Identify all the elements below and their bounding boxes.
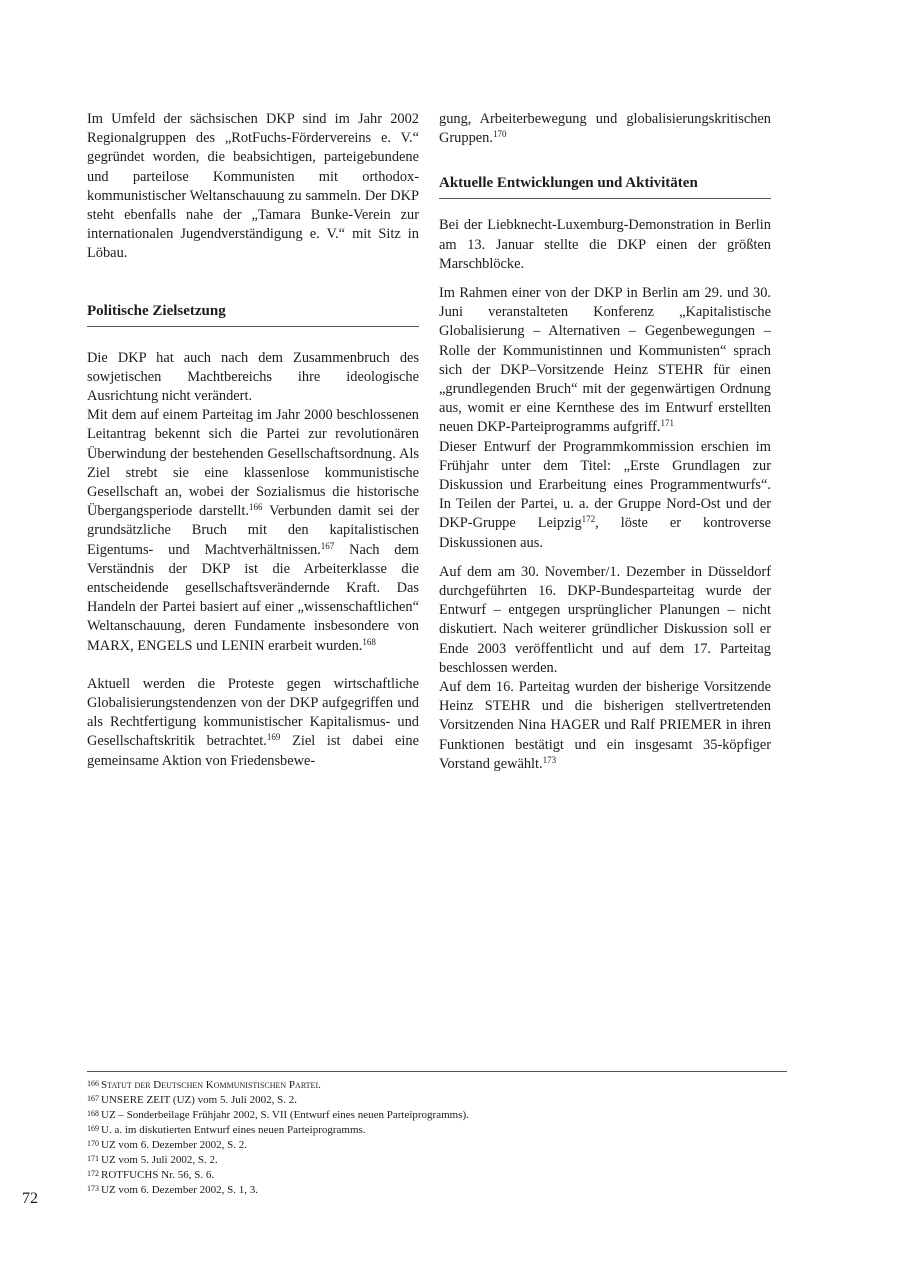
footnote-ref-170[interactable]: 170 [492,129,507,140]
paragraph-continuation: gung, Arbeiterbewegung und globalisierungskritischen Gruppen.$^{170}$ [439,111,771,147]
footnote-ref-172[interactable]: 172 [581,514,596,525]
footnote-169: 169 U. a. im diskutierten Entwurf eines neuen Parteiprogramms. [87,1124,366,1136]
paragraph-entwurf: Dieser Entwurf der Programmkommission erschien im Frühjahr unter dem Titel: „Erste Grundlagen zur Diskussion und Erarbeitung eines Programmentwurfs“. In Teilen der Partei, u. a. der Gruppe Nord-Ost und der DKP-Gruppe Leipzig$^{172}$, löste er kontroverse Diskussionen aus. [439,438,771,551]
left-column [87,110,419,771]
footnote-171: 171 UZ vom 5. Juli 2002, S. 2. [87,1154,218,1166]
footnote-167: 167 UNSERE ZEIT (UZ) vom 5. Juli 2002, S. 2. [87,1094,297,1106]
right-column [439,110,771,774]
paragraph-globalisierung: Aktuell werden die Proteste gegen wirtschaftliche Globalisierungstendenzen von der DKP aufgegriffen und als Rechtfertigung kommunistischer Kapitalismus- und Gesellschaftskritik betrachtet.$^{169}$ Ziel ist dabei eine gemeinsame Aktion von Friedensbewe- [87,675,419,769]
page-number: 72 [22,1190,38,1207]
footnote-ref-173[interactable]: 173 [542,754,557,765]
footnote-ref-171[interactable]: 171 [660,418,675,429]
paragraph-leitantrag: Mit dem auf einem Parteitag im Jahr 2000 beschlossenen Leitantrag bekennt sich die Partei zur revolutionären Überwindung der bestehenden Gesellschaftsordnung. Als Ziel strebt sie eine klassenlose kommunistische Gesellschaft an, wobei der Sozialismus die historische Übergangsperiode darstellt.$^{166}$ Verbunden damit sei der grundsätzliche Bruch mit den kapitalistischen Eigentums- und Machtverhältnissen.$^{167}$ Nach dem Verständnis der DKP ist die Arbeiterklasse die entscheidende gesellschaftsverändernde Kraft. Das Handeln der Partei basiert auf einer „wissenschaftlichen“ Weltanschauung, deren Fundamente insbesondere von MARX, ENGELS und LENIN erarbeit wurden.$^{168}$ [87,407,419,654]
paragraph-ideology: Die DKP hat auch nach dem Zusammenbruch des sowjetischen Machtbereichs ihre ideologische Ausrichtung nicht verändert. [87,349,419,405]
footnote-170: 170 UZ vom 6. Dezember 2002, S. 2. [87,1139,248,1151]
paragraph-vorstand: Auf dem 16. Parteitag wurden der bisherige Vorsitzende Heinz STEHR und die bisherigen stellvertretenden Vorsitzenden Nina HAGER und Ralf PRIEMER in ihren Funktionen bestätigt und ein insgesamt 35-köpfiger Vorstand gewählt.$^{173}$ [439,679,771,772]
paragraph-bundesparteitag: Auf dem am 30. November/1. Dezember in Düsseldorf durchgeführten 16. DKP-Bundesparteitag wurde der Entwurf – entgegen ursprünglicher Planungen – nicht diskutiert. Nach weiterer gründlicher Diskussion soll er Ende 2003 veröffentlicht und auf dem 17. Parteitag beschlossen werden. [439,563,771,676]
paragraph-konferenz: Im Rahmen einer von der DKP in Berlin am 29. und 30. Juni veranstalteten Konferenz „Kapitalistische Globalisierung – Alternativen – Gegenbewegungen – Rolle der Kommunistinnen und Kommunisten“ sprach sich der DKP–Vorsitzende Heinz STEHR für einen „grundlegenden Bruch“ mit der gegenwärtigen Ordnung aus, womit er eine Kernthese des im Entwurf erstellten neuen DKP-Parteiprogramms aufgriff.$^{171}$ [439,285,771,436]
footnotes [87,1071,787,1198]
footnote-172: 172 ROTFUCHS Nr. 56, S. 6. [87,1169,215,1181]
footnote-168: 168 UZ – Sonderbeilage Frühjahr 2002, S. VII (Entwurf eines neuen Parteiprogramms). [87,1109,469,1121]
footnote-173: 173 UZ vom 6. Dezember 2002, S. 1, 3. [87,1184,259,1196]
footnote-ref-166[interactable]: 166 [249,502,263,513]
footnote-ref-169[interactable]: 169 [266,732,281,743]
intro-paragraph: Im Umfeld der sächsischen DKP sind im Jahr 2002 Regionalgruppen des „RotFuchs-Fördervereins e. V.“ gegründet worden, die beabsichtigen, parteigebundene und parteilose Kommunisten mit orthodox-kommunistischer Weltanschauung zu sammeln. Der DKP steht ebenfalls nahe der „Tamara Bunke-Verein zur internationalen Jugendverständigung e. V.“ mit Sitz in Löbau. [87,111,419,262]
section-heading-aktuelle-entwicklungen: Aktuelle Entwicklungen und Aktivitäten [439,174,771,199]
paragraph-demonstration: Bei der Liebknecht-Luxemburg-Demonstration in Berlin am 13. Januar stellte die DKP einen der größten Marschblöcke. [439,217,771,272]
footnote-ref-168[interactable]: 168 [362,636,376,647]
footnote-166: 166 Statut der Deutschen Kommunistischen Partei. [87,1079,321,1091]
section-heading-politische-zielsetzung: Politische Zielsetzung [87,302,419,327]
footnote-ref-167[interactable]: 167 [320,540,335,551]
